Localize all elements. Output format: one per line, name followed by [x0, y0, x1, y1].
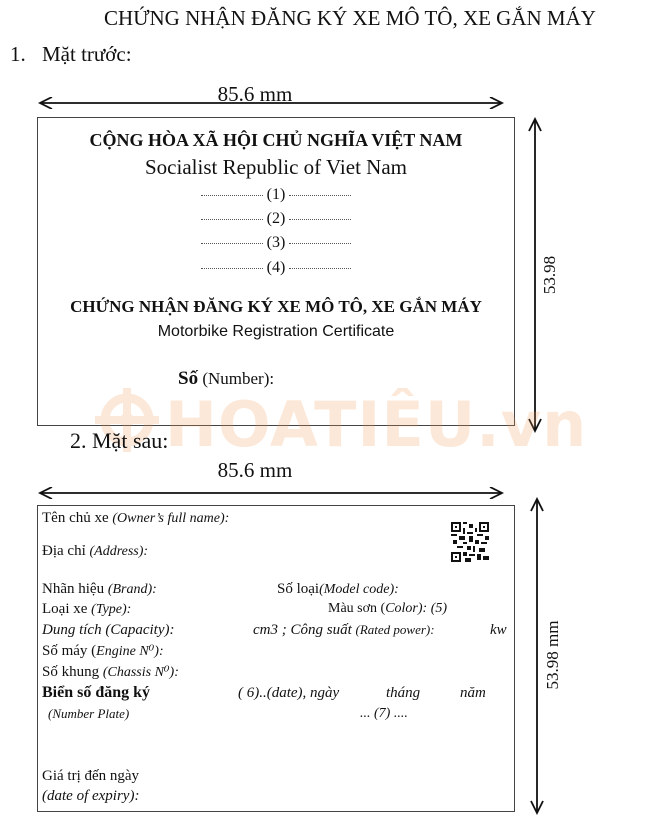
- capacity-field: Dung tích (Capacity):: [42, 622, 175, 638]
- document-title: CHỨNG NHẬN ĐĂNG KÝ XE MÔ TÔ, XE GẮN MÁY: [104, 6, 596, 30]
- chassis-field: Số khung (Chassis N⁰):: [42, 664, 179, 680]
- expiry-label-en: (date of expiry):: [42, 788, 140, 804]
- front-height-label: 53.98: [540, 255, 559, 295]
- country-en: Socialist Republic of Viet Nam: [145, 155, 407, 179]
- qr-code-icon: [451, 522, 489, 562]
- model-code-field: Số loại(Model code):: [277, 581, 399, 597]
- cert-title-en: Motorbike Registration Certificate: [157, 323, 395, 340]
- signature-placeholder: ... (7) ....: [360, 706, 408, 721]
- placeholder-2: (2): [38, 210, 514, 228]
- front-width-label: 85.6 mm: [217, 82, 293, 106]
- cert-title-vi: CHỨNG NHẬN ĐĂNG KÝ XE MÔ TÔ, XE GẮN MÁY: [70, 297, 482, 316]
- engine-field: Số máy (Engine N⁰):: [42, 643, 164, 659]
- number-label-vi: Số: [178, 368, 199, 389]
- number-field: [178, 368, 274, 390]
- front-card: [37, 117, 515, 426]
- date-line: ( 6)..(date), ngày: [238, 685, 340, 701]
- number-label-en: (Number):: [202, 369, 275, 388]
- plate-label-en: (Number Plate): [48, 706, 130, 721]
- section-front-heading: [10, 42, 132, 67]
- address-field: Địa chỉ (Address):: [42, 543, 149, 559]
- back-height-label: 53.98 mm: [543, 620, 562, 690]
- back-card: [37, 505, 515, 812]
- type-field: Loại xe (Type):: [42, 601, 132, 617]
- plate-label-vi: Biển số đăng ký: [42, 684, 151, 701]
- front-width-arrow: [38, 97, 504, 109]
- back-width-label: 85.6 mm: [217, 458, 293, 482]
- placeholder-1: (1): [38, 186, 514, 204]
- placeholder-4: (4): [38, 259, 514, 277]
- section-back-heading: 2. Mặt sau:: [70, 428, 169, 453]
- watermark-text: HOATIÊU.vn: [165, 388, 588, 461]
- section-number: 1.: [10, 42, 26, 66]
- back-width-arrow: [38, 487, 504, 499]
- color-field: Màu sơn (Color): (5): [328, 601, 448, 616]
- placeholder-3: (3): [38, 234, 514, 252]
- owner-field: Tên chủ xe (Owner’s full name):: [42, 510, 230, 526]
- kw-unit: kw: [490, 622, 507, 638]
- expiry-label-vi: Giá trị đến ngày: [42, 768, 140, 784]
- brand-field: Nhãn hiệu (Brand):: [42, 581, 157, 597]
- year-label: năm: [460, 685, 486, 701]
- section-label: Mặt trước:: [42, 42, 132, 66]
- country-vi: CỘNG HÒA XÃ HỘI CHỦ NGHĨA VIỆT NAM: [89, 130, 463, 150]
- month-label: tháng: [386, 685, 421, 701]
- back-height-arrow: [530, 497, 544, 815]
- rated-power-field: cm3 ; Công suất (Rated power):: [253, 622, 435, 638]
